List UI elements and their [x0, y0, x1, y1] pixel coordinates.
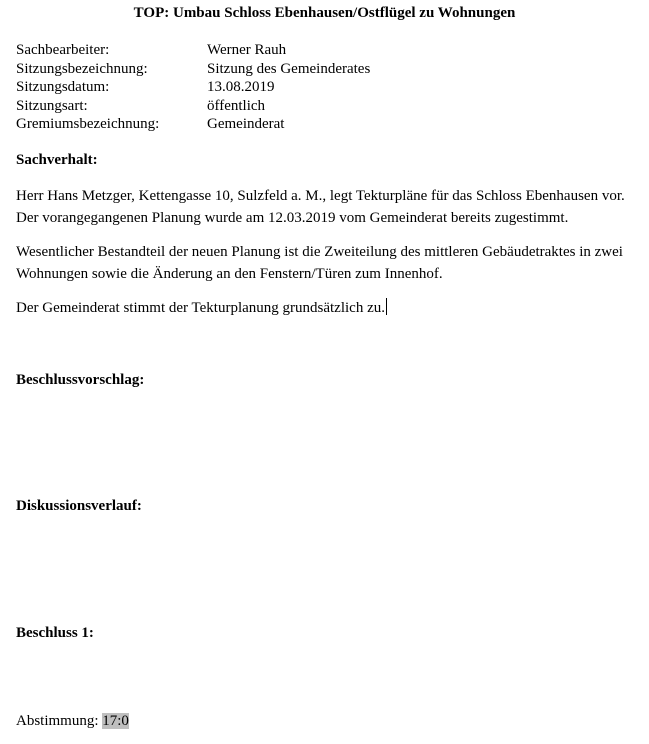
meta-label: Sitzungsbezeichnung: — [16, 60, 148, 77]
abstimmung-label: Abstimmung: — [16, 713, 103, 729]
meta-label: Sitzungsdatum: — [16, 79, 110, 95]
meta-row-sitzungsart — [16, 97, 636, 116]
meta-row-sachbearbeiter — [16, 41, 636, 60]
text-cursor — [386, 298, 387, 315]
sachverhalt-heading: Sachverhalt: — [16, 152, 98, 168]
beschlussvorschlag-heading: Beschlussvorschlag: — [16, 372, 145, 388]
paragraph-zustimmung[interactable] — [16, 297, 640, 319]
diskussionsverlauf-heading: Diskussionsverlauf: — [16, 498, 142, 514]
meta-value: Sitzung des Gemeinderates — [207, 60, 371, 77]
abstimmung-value[interactable]: 17:0 — [102, 713, 129, 729]
meta-label: Gremiumsbezeichnung: — [16, 116, 160, 132]
meta-value: Werner Rauh — [207, 42, 287, 58]
meta-label: Sachbearbeiter: — [16, 42, 110, 58]
meta-row-gremiumsbezeichnung — [16, 115, 636, 134]
meta-value: öffentlich — [207, 97, 266, 114]
meta-value: Gemeinderat — [207, 116, 285, 132]
abstimmung-line[interactable] — [16, 712, 129, 730]
meta-row-sitzungsbezeichnung — [16, 60, 636, 79]
paragraph-antrag[interactable]: Herr Hans Metzger, Kettengasse 10, Sulzfeld a. M., legt Tekturpläne für das Schloss Ebenhausen vor. Der vorangegangenen Planung wurde am 12.03.2019 vom Gemeinderat bereits zugestimmt. — [16, 188, 625, 226]
document-title: TOP: Umbau Schloss Ebenhausen/Ostflügel zu Wohnungen — [133, 5, 516, 21]
meta-value: 13.08.2019 — [207, 79, 275, 95]
paragraph-zustimmung-text: Der Gemeinderat stimmt der Tekturplanung grundsätzlich zu. — [16, 300, 385, 316]
meta-label: Sitzungsart: — [16, 97, 88, 114]
meta-table — [16, 41, 636, 134]
paragraph-planung[interactable]: Wesentlicher Bestandteil der neuen Planung ist die Zweiteilung des mittleren Gebäudetraktes in zwei Wohnungen sowie die Änderung an den Fenstern/Türen zum Innenhof. — [16, 244, 623, 282]
meta-row-sitzungsdatum — [16, 78, 636, 97]
beschluss-heading: Beschluss 1: — [16, 625, 94, 641]
